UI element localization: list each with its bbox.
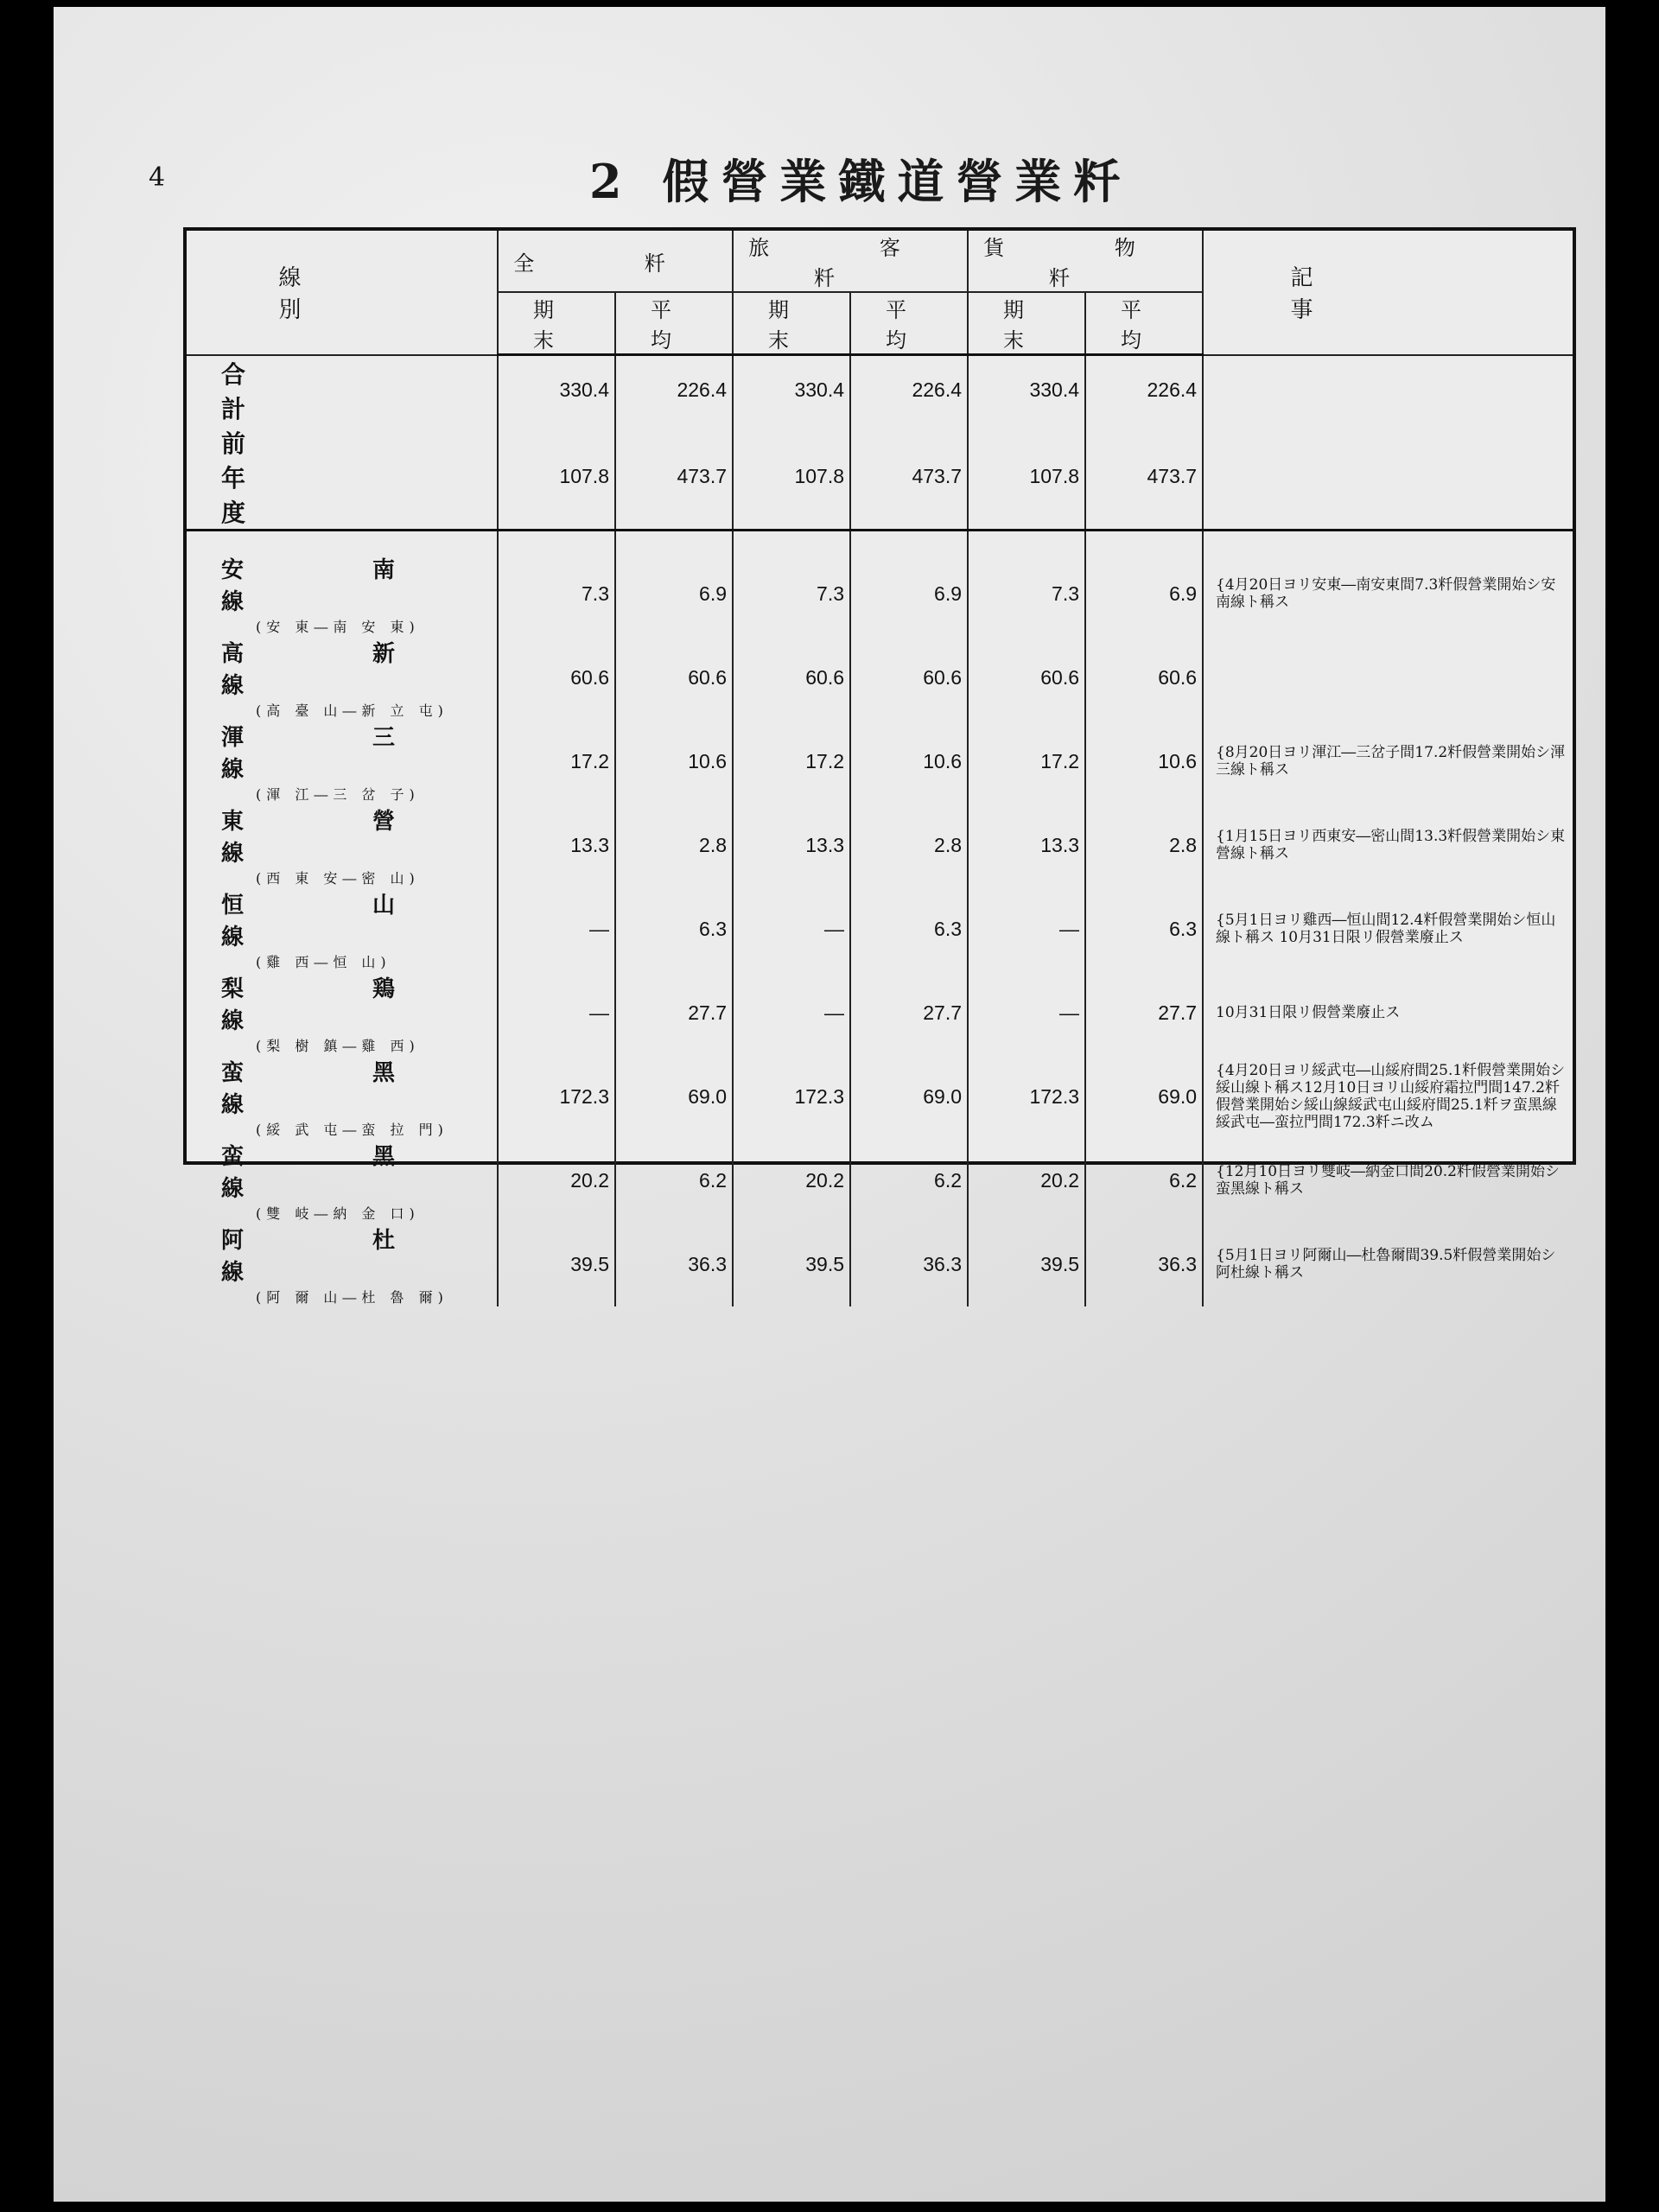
table-cell: — (968, 887, 1085, 971)
line-name-cell (187, 636, 498, 720)
line-name: 恒 山 線 (221, 892, 456, 950)
line-name-cell (187, 720, 498, 804)
line-name: 渾 三 線 (221, 724, 456, 783)
note-cell: {5月1日ヨリ阿爾山―杜魯爾間39.5粁假營業開始シ阿杜線ト稱ス (1203, 1223, 1573, 1306)
table-cell: 60.6 (1085, 636, 1203, 720)
previous-year-row (187, 425, 1573, 531)
line-route: (雞 西―恒 山) (256, 953, 391, 970)
note-cell: {12月10日ヨリ雙岐―納金口間20.2粁假營業開始シ蛮黑線ト稱ス (1203, 1139, 1573, 1223)
header-sub-avg: 平 均 (1085, 292, 1203, 355)
table-row (187, 552, 1573, 636)
note-cell: 10月31日限リ假營業廢止ス (1203, 971, 1573, 1055)
table-cell: 6.2 (1085, 1139, 1203, 1223)
table-cell: 7.3 (733, 552, 850, 636)
table-row (187, 1055, 1573, 1139)
table-cell: 27.7 (615, 971, 733, 1055)
total-row (187, 355, 1573, 425)
note-cell: {5月1日ヨリ雞西―恒山間12.4粁假營業開始シ恒山線ト稱ス 10月31日限リ假營業廢止ス (1203, 887, 1573, 971)
note-cell: {4月20日ヨリ安東―南安東間7.3粁假營業開始シ安南線ト稱ス (1203, 552, 1573, 636)
table-cell: 39.5 (733, 1223, 850, 1306)
row-label: 合 計 (221, 359, 333, 423)
table-cell: — (498, 887, 615, 971)
table-cell: 36.3 (615, 1223, 733, 1306)
table-cell: 69.0 (615, 1055, 733, 1139)
table-cell: 60.6 (968, 636, 1085, 720)
table-cell: 10.6 (615, 720, 733, 804)
line-name-cell (187, 552, 498, 636)
table-row (187, 887, 1573, 971)
table-cell: 6.3 (615, 887, 733, 971)
table-row (187, 720, 1573, 804)
table-cell: 473.7 (615, 425, 733, 531)
note-cell (1203, 425, 1573, 531)
note-cell: {4月20日ヨリ綏武屯―山綏府間25.1粁假營業開始シ綏山線ト稱ス12月10日ヨリ山綏府霜拉門間147.2粁假營業開始シ綏山線綏武屯山綏府間25.1粁ヲ蛮黑線綏武屯―蛮拉門間172.3粁ニ改ム (1203, 1055, 1573, 1139)
table-cell: 7.3 (968, 552, 1085, 636)
header-sub-avg: 平 均 (850, 292, 968, 355)
table-cell: 330.4 (498, 355, 615, 425)
table-cell: 60.6 (850, 636, 968, 720)
page-number: 4 (149, 162, 166, 193)
table-cell: 226.4 (615, 355, 733, 425)
header-sub-end: 期 末 (968, 292, 1085, 355)
table-cell: 27.7 (1085, 971, 1203, 1055)
table-cell: 226.4 (850, 355, 968, 425)
table-cell: 2.8 (615, 804, 733, 887)
table-cell: 172.3 (968, 1055, 1085, 1139)
line-name: 安 南 線 (221, 556, 456, 615)
line-route: (安 東―南 安 東) (256, 618, 420, 635)
table-cell: 17.2 (733, 720, 850, 804)
line-name: 蛮 黑 線 (221, 1059, 456, 1118)
header-sub-avg: 平 均 (615, 292, 733, 355)
table-row (187, 1139, 1573, 1223)
header-notes: 記 事 (1203, 231, 1573, 355)
table-cell: 10.6 (1085, 720, 1203, 804)
page-title: 2 假營業鐵道營業粁 (589, 154, 1133, 209)
table-cell: 36.3 (850, 1223, 968, 1306)
table-cell: 2.8 (1085, 804, 1203, 887)
header-group-freight: 貨 物 粁 (968, 231, 1203, 292)
table-cell: 13.3 (733, 804, 850, 887)
table-cell: 69.0 (850, 1055, 968, 1139)
line-route: (綏 武 屯―蛮 拉 門) (256, 1121, 448, 1138)
table-cell: 107.8 (498, 425, 615, 531)
table-cell: 226.4 (1085, 355, 1203, 425)
table-cell: 13.3 (968, 804, 1085, 887)
table-cell: — (498, 971, 615, 1055)
line-name: 蛮 黑 線 (221, 1143, 456, 1202)
table-cell: 13.3 (498, 804, 615, 887)
table-cell: 330.4 (733, 355, 850, 425)
table-cell: — (733, 971, 850, 1055)
table-cell: 473.7 (1085, 425, 1203, 531)
note-cell (1203, 355, 1573, 425)
header-group-passenger: 旅 客 粁 (733, 231, 968, 292)
line-route: (西 東 安―密 山) (256, 869, 420, 887)
table-cell: 7.3 (498, 552, 615, 636)
line-name: 東 營 線 (221, 808, 456, 867)
table-cell: 39.5 (968, 1223, 1085, 1306)
note-cell: {1月15日ヨリ西東安―密山間13.3粁假營業開始シ東營線ト稱ス (1203, 804, 1573, 887)
table-cell: 172.3 (498, 1055, 615, 1139)
line-route: (高 臺 山―新 立 屯) (256, 702, 448, 719)
table-row (187, 971, 1573, 1055)
table-row (187, 804, 1573, 887)
note-cell: {8月20日ヨリ渾江―三岔子間17.2粁假營業開始シ渾三線ト稱ス (1203, 720, 1573, 804)
table-cell: 330.4 (968, 355, 1085, 425)
table-cell: 36.3 (1085, 1223, 1203, 1306)
header-sub-end: 期 末 (498, 292, 615, 355)
table-cell: 39.5 (498, 1223, 615, 1306)
table-cell: — (968, 971, 1085, 1055)
line-route: (阿 爾 山―杜 魯 爾) (256, 1288, 448, 1306)
header-sub-end: 期 末 (733, 292, 850, 355)
row-label: 前 年 度 (187, 425, 498, 531)
table-cell: 107.8 (968, 425, 1085, 531)
line-name-cell (187, 887, 498, 971)
table-cell: 473.7 (850, 425, 968, 531)
table-cell: 20.2 (968, 1139, 1085, 1223)
table-cell: 69.0 (1085, 1055, 1203, 1139)
line-name: 梨 鶏 線 (221, 976, 456, 1034)
line-name-cell (187, 1223, 498, 1306)
table-cell: 60.6 (615, 636, 733, 720)
line-route: (梨 樹 鎮―雞 西) (256, 1037, 420, 1054)
table-cell: 20.2 (733, 1139, 850, 1223)
statistics-table (183, 227, 1576, 1306)
header-line-label: 線 別 (187, 231, 498, 355)
table-cell: 107.8 (733, 425, 850, 531)
table-row (187, 636, 1573, 720)
table-cell: 10.6 (850, 720, 968, 804)
table-cell: 20.2 (498, 1139, 615, 1223)
table-cell: 6.9 (850, 552, 968, 636)
spacer-row (187, 530, 1573, 552)
table-cell: 27.7 (850, 971, 968, 1055)
line-route: (雙 岐―納 金 口) (256, 1205, 420, 1222)
line-name-cell (187, 971, 498, 1055)
line-name: 高 新 線 (221, 640, 456, 699)
table-cell: 6.9 (1085, 552, 1203, 636)
header-group-total: 全 粁 (498, 231, 733, 292)
table-cell: 2.8 (850, 804, 968, 887)
table-row (187, 1223, 1573, 1306)
line-name-cell (187, 1055, 498, 1139)
table-cell: 6.3 (850, 887, 968, 971)
table-cell: 17.2 (498, 720, 615, 804)
table-cell: — (733, 887, 850, 971)
document-page (54, 7, 1605, 2202)
table-cell: 6.2 (615, 1139, 733, 1223)
table-cell: 6.2 (850, 1139, 968, 1223)
table-cell: 172.3 (733, 1055, 850, 1139)
line-name: 阿 杜 線 (221, 1227, 456, 1286)
line-route: (渾 江―三 岔 子) (256, 785, 420, 803)
note-cell (1203, 636, 1573, 720)
line-rows (187, 552, 1573, 1306)
table-cell: 6.9 (615, 552, 733, 636)
table-cell: 60.6 (498, 636, 615, 720)
table-cell: 60.6 (733, 636, 850, 720)
table-cell: 6.3 (1085, 887, 1203, 971)
line-name-cell (187, 1139, 498, 1223)
line-name-cell (187, 804, 498, 887)
table-cell: 17.2 (968, 720, 1085, 804)
